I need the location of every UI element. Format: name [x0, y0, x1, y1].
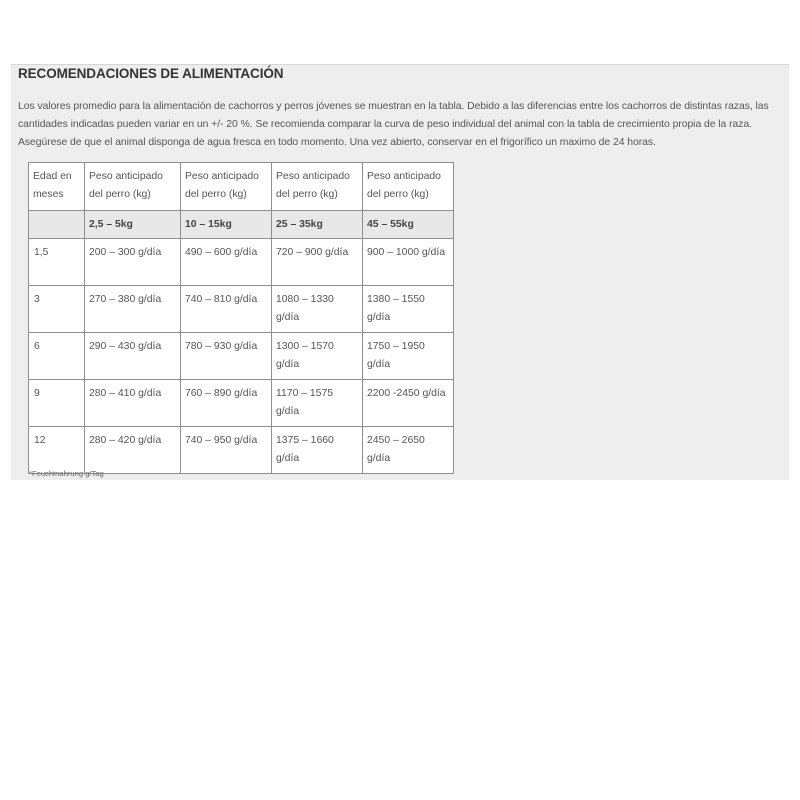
feeding-recommendations-panel [11, 64, 789, 480]
table-row [29, 427, 454, 474]
header-weight-2: Peso anticipado del perro (kg) [181, 163, 272, 211]
amount-cell: 290 – 430 g/día [85, 333, 181, 380]
amount-cell: 1375 – 1660 g/día [272, 427, 363, 474]
weight-range-row [29, 211, 454, 239]
amount-cell: 2200 -2450 g/día [363, 380, 454, 427]
header-weight-1: Peso anticipado del perro (kg) [85, 163, 181, 211]
range-cell: 2,5 – 5kg [85, 211, 181, 239]
range-cell: 25 – 35kg [272, 211, 363, 239]
age-cell: 3 [29, 286, 85, 333]
amount-cell: 1750 – 1950 g/día [363, 333, 454, 380]
amount-cell: 200 – 300 g/día [85, 239, 181, 286]
amount-cell: 1170 – 1575 g/día [272, 380, 363, 427]
header-age: Edad en meses [29, 163, 85, 211]
table-row [29, 380, 454, 427]
section-title: RECOMENDACIONES DE ALIMENTACIÓN [18, 66, 284, 81]
amount-cell: 1300 – 1570 g/día [272, 333, 363, 380]
intro-paragraph: Los valores promedio para la alimentación de cachorros y perros jóvenes se muestran en la tabla. Debido a las diferencias entre los cachorros de distintas razas, las cantidades indicadas pueden variar en un +/- 20 %. Se recomienda comparar la curva de peso individual del animal con la tabla de crecimiento propia de la raza. Asegúrese de que el animal disponga de agua fresca en todo momento. Una vez abierto, conservar en el frigorífico un maximo de 24 horas. [18, 101, 769, 149]
table-row [29, 239, 454, 286]
amount-cell: 780 – 930 g/día [181, 333, 272, 380]
amount-cell: 720 – 900 g/día [272, 239, 363, 286]
footnote: *Feuchtnahrung g/Tag [29, 469, 104, 478]
amount-cell: 900 – 1000 g/día [363, 239, 454, 286]
age-cell: 12 [29, 427, 85, 474]
range-blank-cell [29, 211, 85, 239]
table-row [29, 286, 454, 333]
header-weight-3: Peso anticipado del perro (kg) [272, 163, 363, 211]
amount-cell: 1080 – 1330 g/día [272, 286, 363, 333]
table-row [29, 333, 454, 380]
feeding-table [28, 162, 454, 474]
amount-cell: 490 – 600 g/día [181, 239, 272, 286]
amount-cell: 270 – 380 g/día [85, 286, 181, 333]
range-cell: 10 – 15kg [181, 211, 272, 239]
amount-cell: 280 – 410 g/día [85, 380, 181, 427]
range-cell: 45 – 55kg [363, 211, 454, 239]
amount-cell: 280 – 420 g/día [85, 427, 181, 474]
amount-cell: 2450 – 2650 g/día [363, 427, 454, 474]
amount-cell: 740 – 810 g/día [181, 286, 272, 333]
amount-cell: 740 – 950 g/día [181, 427, 272, 474]
age-cell: 1,5 [29, 239, 85, 286]
amount-cell: 760 – 890 g/día [181, 380, 272, 427]
table-header-row [29, 163, 454, 211]
age-cell: 6 [29, 333, 85, 380]
age-cell: 9 [29, 380, 85, 427]
amount-cell: 1380 – 1550 g/día [363, 286, 454, 333]
header-weight-4: Peso anticipado del perro (kg) [363, 163, 454, 211]
